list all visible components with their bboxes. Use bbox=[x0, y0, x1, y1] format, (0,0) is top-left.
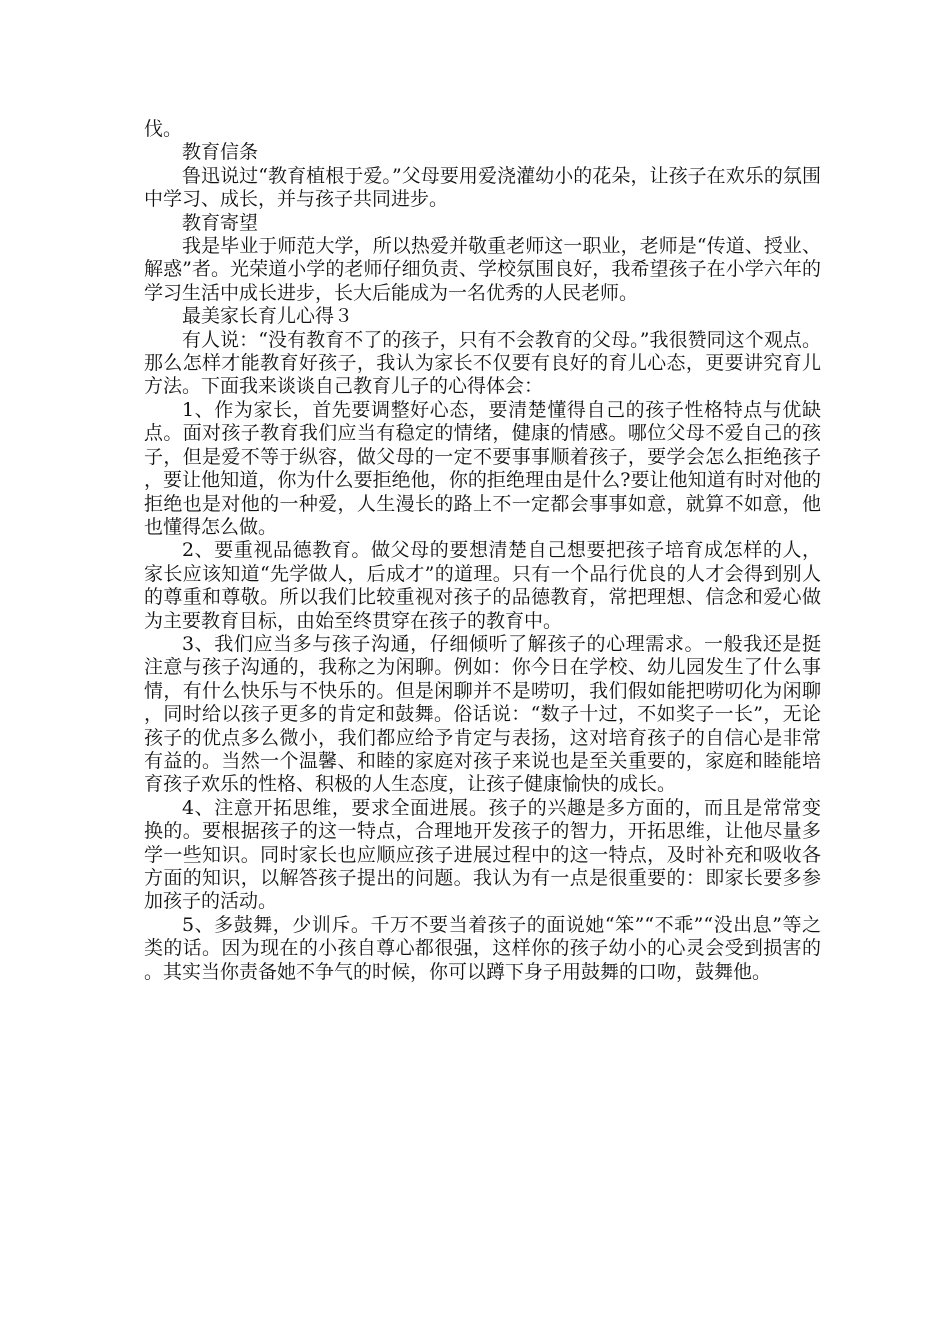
section-title: 最美家长育儿心得３ bbox=[182, 305, 354, 328]
document-body bbox=[144, 118, 821, 984]
heading-education-belief: 教育信条 bbox=[182, 141, 259, 164]
paragraph: 我是毕业于师范大学，所以热爱并敬重老师这一职业，老师是“传道、授业、解惑”者。光荣道小学的老师仔细负责、学校氛围良好，我希望孩子在小学六年的学习生活中成长进步，长大后能成为一名优秀的人民老师。 bbox=[144, 235, 821, 304]
paragraph: 有人说：“没有教育不了的孩子，只有不会教育的父母。”我很赞同这个观点。那么怎样才能教育好孩子，我认为家长不仅要有良好的育儿心态，更要讲究育儿方法。下面我来谈谈自己教育儿子的心得体会： bbox=[144, 328, 821, 398]
paragraph-point-4: 4、注意开拓思维，要求全面进展。孩子的兴趣是多方面的，而且是常常变换的。要根据孩子的这一特点，合理地开发孩子的智力，开拓思维，让他尽量多学一些知识。同时家长也应顺应孩子进展过程中的这一特点，及时补充和吸收各方面的知识，以解答孩子提出的问题。我认为有一点是很重要的：即家长要多参加孩子的活动。 bbox=[144, 796, 821, 913]
paragraph-fragment: 伐。 bbox=[144, 118, 183, 140]
paragraph-point-5: 5、多鼓舞，少训斥。千万不要当着孩子的面说她“笨”“不乖”“没出息”等之类的话。因为现在的小孩自尊心都很强，这样你的孩子幼小的心灵会受到损害的。其实当你责备她不争气的时候，你可以蹲下身子用鼓舞的口吻，鼓舞他。 bbox=[144, 913, 821, 983]
paragraph-point-1: 1、作为家长，首先要调整好心态，要清楚懂得自己的孩子性格特点与优缺点。面对孩子教育我们应当有稳定的情绪，健康的情感。哪位父母不爱自己的孩子，但是爱不等于纵容，做父母的一定不要事事顺着孩子，要学会怎么拒绝孩子，要让他知道，你为什么要拒绝他，你的拒绝理由是什么?要让他知道有时对他的拒绝也是对他的一种爱，人生漫长的路上不一定都会事事如意，就算不如意，他也懂得怎么做。 bbox=[144, 398, 821, 538]
paragraph-point-3: 3、我们应当多与孩子沟通，仔细倾听了解孩子的心理需求。一般我还是挺注意与孩子沟通的，我称之为闲聊。例如：你今日在学校、幼儿园发生了什么事情，有什么快乐与不快乐的。但是闲聊并不是唠叨，我们假如能把唠叨化为闲聊，同时给以孩子更多的肯定和鼓舞。俗话说：“数子十过，不如奖子一长”，无论孩子的优点多么微小，我们都应给予肯定与表扬，这对培育孩子的自信心是非常有益的。当然一个温馨、和睦的家庭对孩子来说也是至关重要的，家庭和睦能培育孩子欢乐的性格、积极的人生态度，让孩子健康愉快的成长。 bbox=[144, 632, 821, 796]
heading-education-hope: 教育寄望 bbox=[182, 211, 259, 234]
paragraph-point-2: 2、要重视品德教育。做父母的要想清楚自己想要把孩子培育成怎样的人，家长应该知道“先学做人，后成才”的道理。只有一个品行优良的人才会得到别人的尊重和尊敬。所以我们比较重视对孩子的品德教育，常把理想、信念和爱心做为主要教育目标，由始至终贯穿在孩子的教育中。 bbox=[144, 539, 821, 632]
paragraph: 鲁迅说过“教育植根于爱。”父母要用爱浇灌幼小的花朵，让孩子在欢乐的氛围中学习、成长，并与孩子共同进步。 bbox=[144, 164, 821, 211]
